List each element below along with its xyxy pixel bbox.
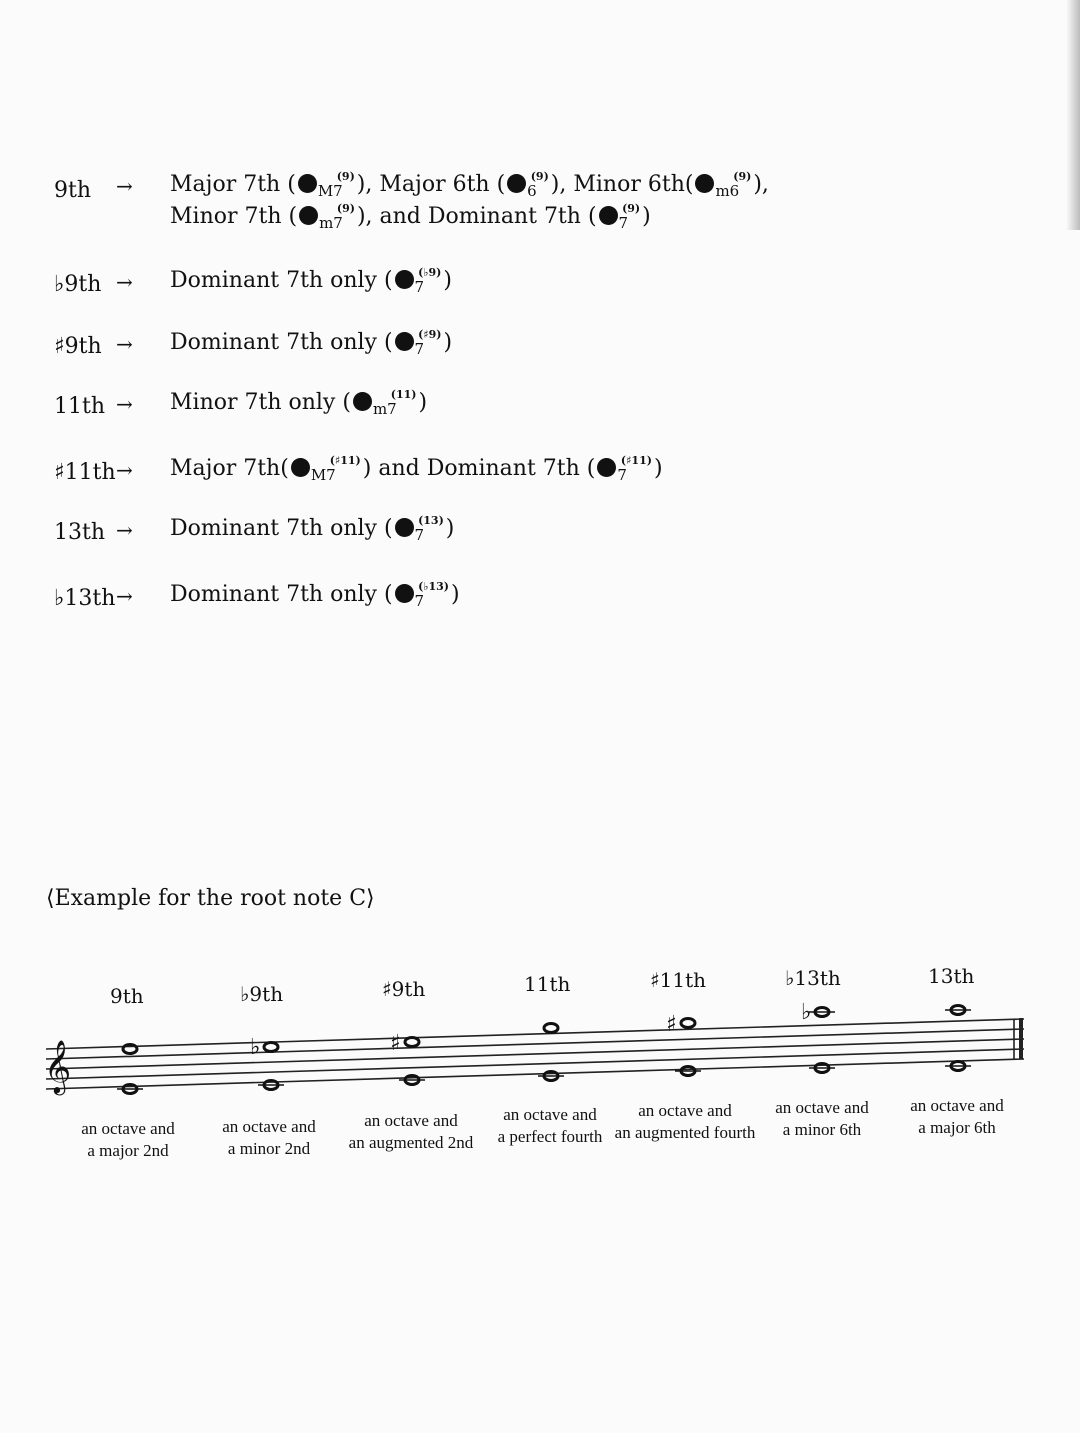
sharp-icon: ♯ <box>666 1012 677 1037</box>
caption-sharp11: an octave and an augmented fourth <box>614 1101 756 1142</box>
chord-symbol: $_7^{(♭9)}$ <box>395 268 442 293</box>
chord-symbol: $_7^{(9)}$ <box>599 204 641 229</box>
flat-icon: ♭ <box>250 1035 261 1060</box>
tension-label: 11th <box>54 394 106 419</box>
flat-icon: ♭ <box>801 1000 812 1025</box>
note-upper <box>681 1019 695 1028</box>
note-upper <box>405 1038 419 1047</box>
rule-text: Minor 7th only ( $_{m7}^{(11)}$) <box>170 388 428 418</box>
chord-symbol: $_{M7}^{(♯11)}$ <box>291 456 361 481</box>
tension-label: 9th <box>54 178 92 203</box>
note-upper <box>264 1043 278 1052</box>
arrow-icon: → <box>116 270 133 294</box>
arrow-icon: → <box>116 332 133 356</box>
example-label-flat9: ♭9th <box>240 982 284 1006</box>
note-upper <box>123 1045 137 1054</box>
rule-text: Dominant 7th only ( $_7^{(13)}$) <box>170 514 455 544</box>
chord-symbol: $_{m7}^{(9)}$ <box>299 204 355 229</box>
tension-label: ♭9th <box>54 272 102 297</box>
chord-symbol: $_7^{(♯11)}$ <box>597 456 652 481</box>
arrow-icon: → <box>116 174 133 198</box>
example-label-11th: 11th <box>524 972 571 996</box>
example-label-9th: 9th <box>110 984 144 1008</box>
example-label-sharp11: ♯11th <box>650 968 707 992</box>
example-label-13th: 13th <box>928 964 975 988</box>
sharp-icon: ♯ <box>390 1031 401 1056</box>
chord-symbol: $_{M7}^{(9)}$ <box>298 172 355 197</box>
rule-text-line-1: Major 7th ( $_{M7}^{(9)}$), Major 6th ( $_6^{(9)}$), Minor 6th( $_{m6}^{(9)}$), <box>170 170 769 200</box>
chord-symbol: $_6^{(9)}$ <box>507 172 549 197</box>
example-heading: ⟨Example for the root note C⟩ <box>46 886 375 911</box>
note-upper <box>544 1024 558 1033</box>
rule-text: Major 7th( $_{M7}^{(♯11)}$) and Dominant 7th ( $_7^{(♯11)}$) <box>170 454 663 484</box>
caption-11th: an octave and a perfect fourth <box>497 1105 603 1146</box>
treble-clef-icon: 𝄞 <box>44 1039 72 1093</box>
caption-9th: an octave and a major 2nd <box>81 1119 175 1160</box>
chord-symbol: $_{m7}^{(11)}$ <box>353 390 417 415</box>
tension-label: ♯9th <box>54 334 102 359</box>
chord-symbol: $_7^{(♭13)}$ <box>395 582 449 607</box>
caption-flat13: an octave and a minor 6th <box>775 1098 869 1139</box>
tension-label: 13th <box>54 520 106 545</box>
chord-symbol: $_7^{(13)}$ <box>395 516 444 541</box>
rule-text-line-2: Minor 7th ( $_{m7}^{(9)}$), and Dominant 7th ( $_7^{(9)}$) <box>170 202 651 232</box>
tension-label: ♯11th <box>54 460 116 485</box>
chord-symbol: $_{m6}^{(9)}$ <box>695 172 751 197</box>
arrow-icon: → <box>116 518 133 542</box>
caption-sharp9: an octave and an augmented 2nd <box>348 1111 474 1152</box>
caption-flat9: an octave and a minor 2nd <box>222 1117 316 1158</box>
caption-13th: an octave and a major 6th <box>910 1096 1004 1137</box>
arrow-icon: → <box>116 584 133 608</box>
arrow-icon: → <box>116 458 133 482</box>
chord-symbol: $_7^{(♯9)}$ <box>395 330 442 355</box>
rule-text: Dominant 7th only ( $_7^{(♭13)}$) <box>170 580 460 610</box>
example-label-sharp9: ♯9th <box>382 977 426 1001</box>
example-label-flat13: ♭13th <box>785 966 841 990</box>
rule-text: Dominant 7th only ( $_7^{(♯9)}$) <box>170 328 453 358</box>
rule-text: Dominant 7th only ( $_7^{(♭9)}$) <box>170 266 452 296</box>
tension-label: ♭13th <box>54 586 116 611</box>
staff-lines <box>46 1019 1024 1089</box>
arrow-icon: → <box>116 392 133 416</box>
